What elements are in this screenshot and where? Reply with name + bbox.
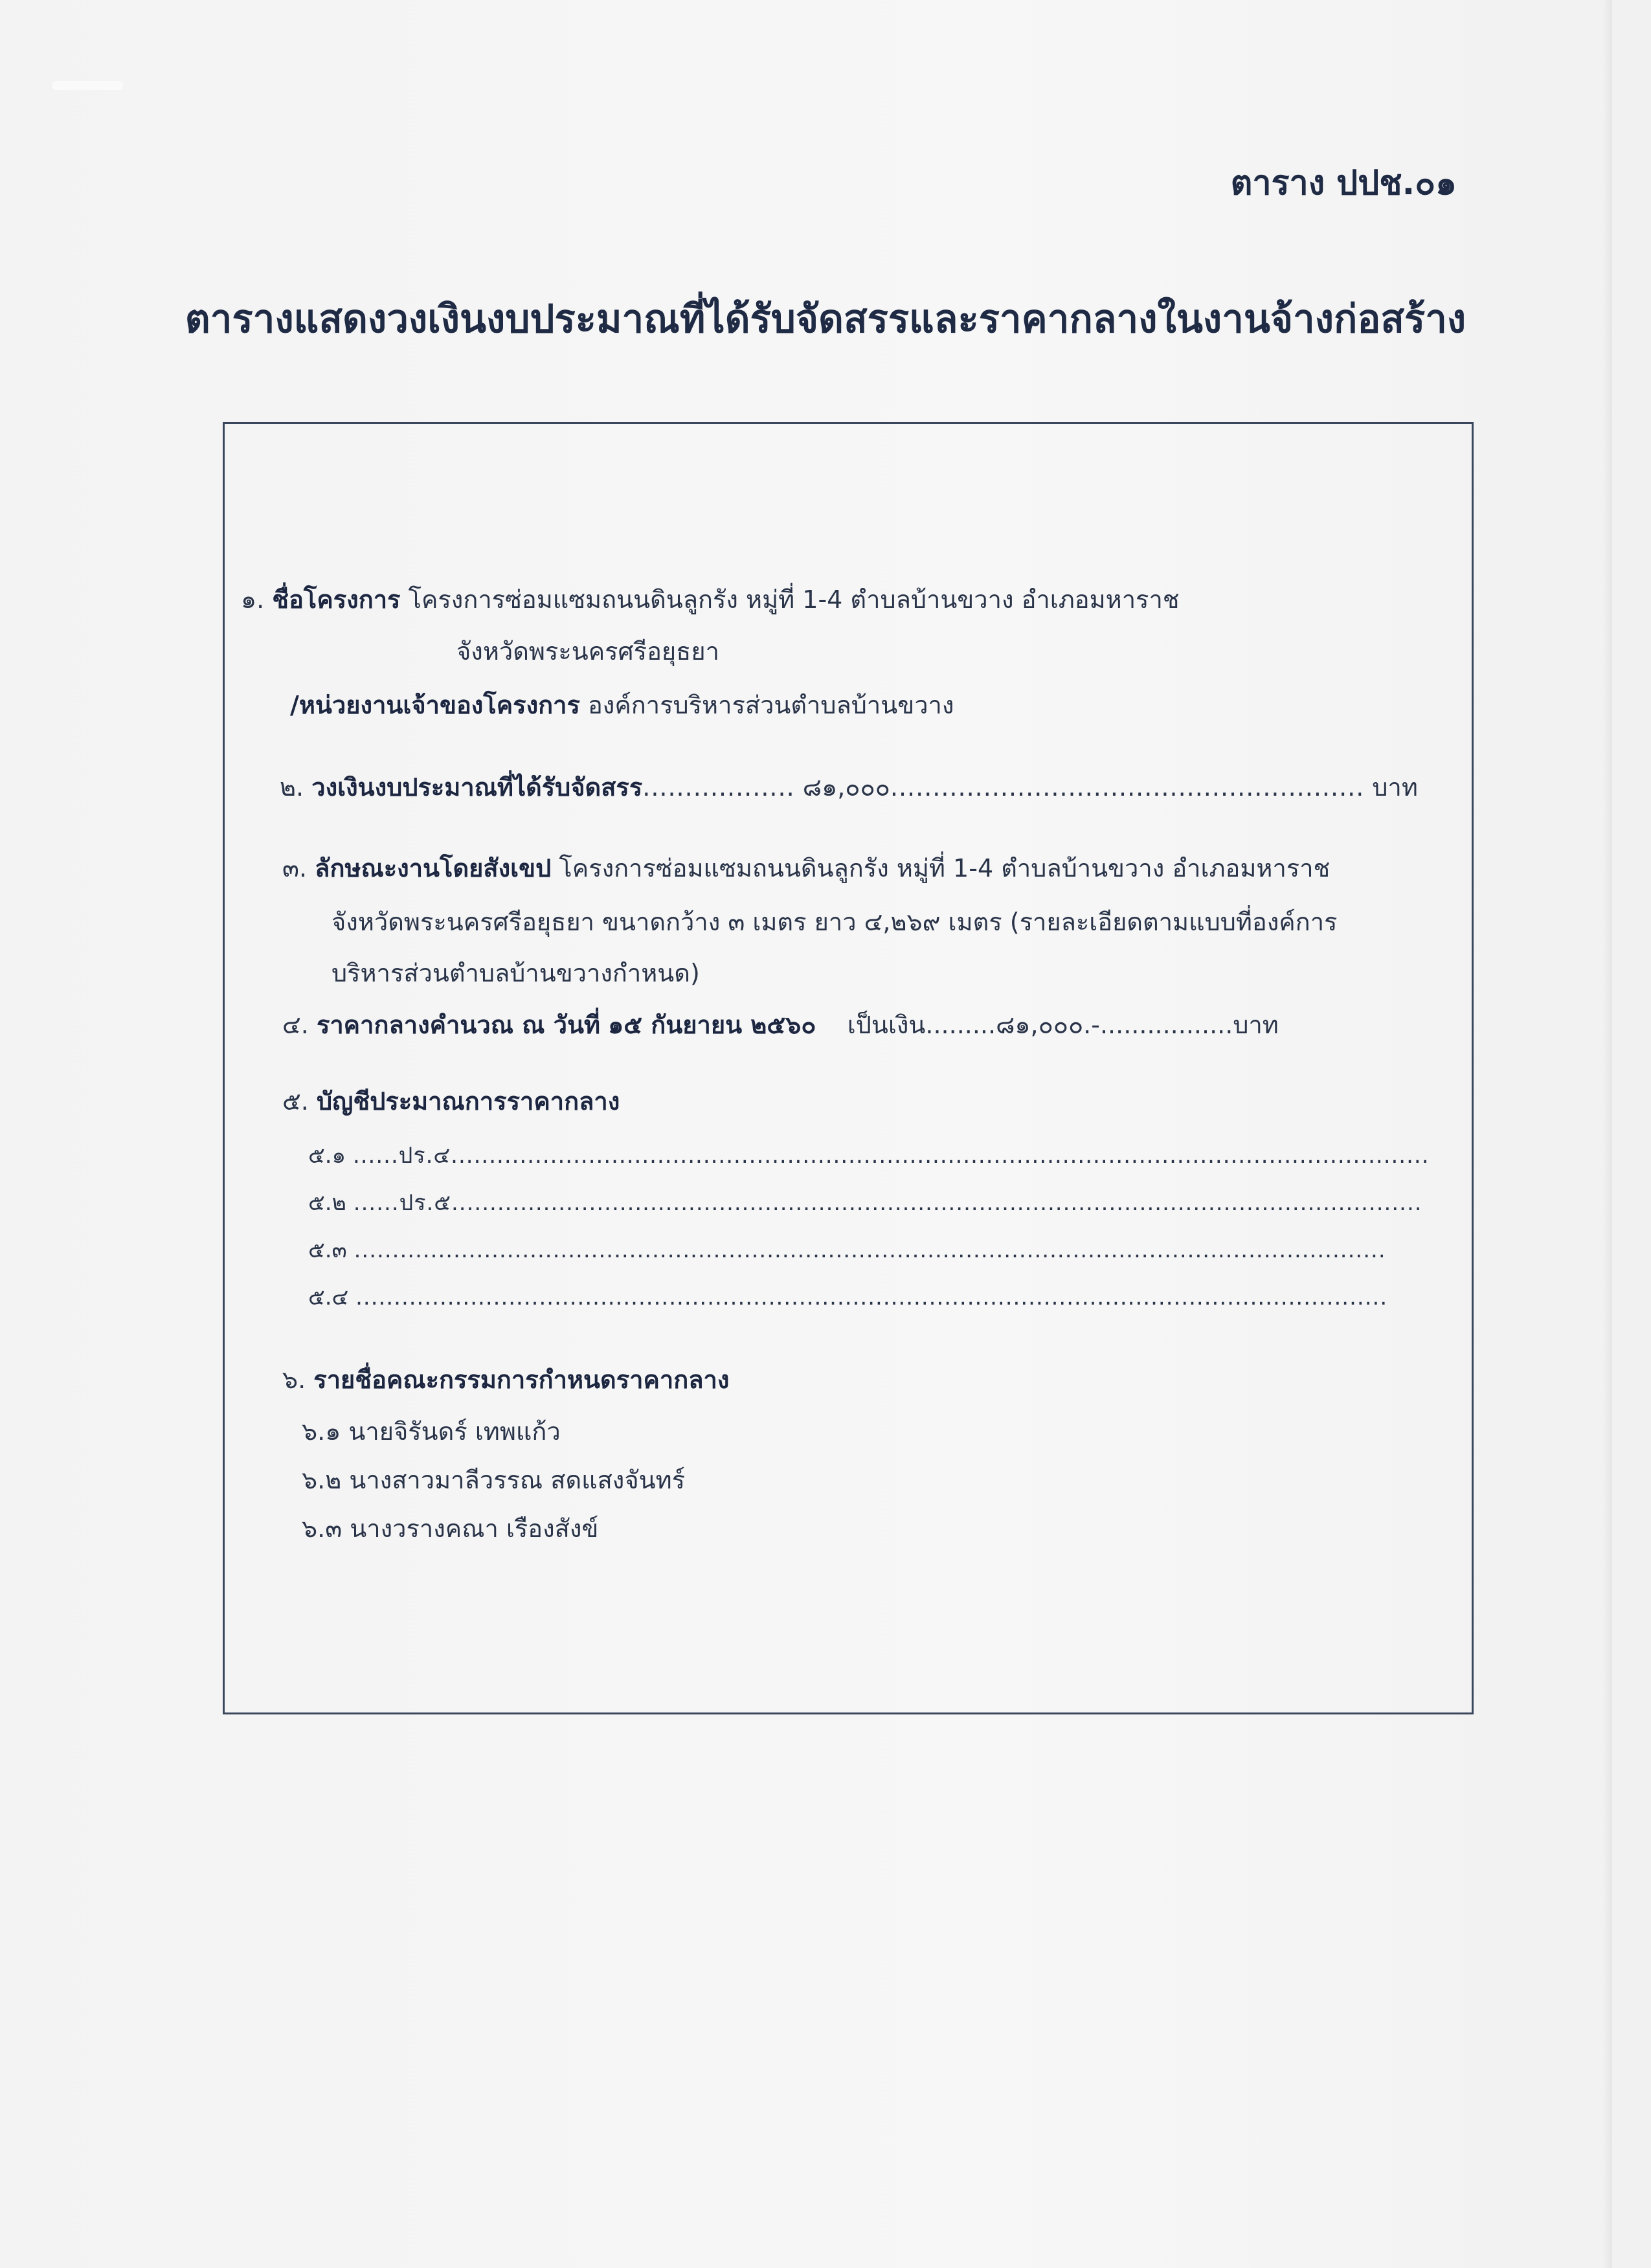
item2-dots-after: ........................................................ — [890, 773, 1365, 802]
item1-agency-line — [290, 685, 954, 724]
item5-row-number: ๕.๔ — [308, 1285, 349, 1310]
committee-member — [302, 1460, 685, 1499]
member-name: นายจิรันดร์ เทพแก้ว — [348, 1417, 561, 1446]
item5-row — [308, 1279, 1387, 1314]
item6-number: ๖. — [282, 1365, 306, 1394]
item3-text-line3: บริหารส่วนตำบลบ้านขวางกำหนด) — [331, 959, 700, 987]
item5-row-text: ......ปร.๕............................................................................................................................... — [353, 1190, 1422, 1216]
item5-row — [308, 1232, 1386, 1267]
item1-label: ชื่อโครงการ — [272, 585, 401, 614]
item2-unit: บาท — [1372, 773, 1418, 802]
item1-line — [241, 579, 1180, 619]
member-name: นางวรางคณา เรืองสังข์ — [350, 1514, 599, 1543]
form-code: ตาราง ปปช.๐๑ — [1230, 164, 1457, 203]
item5-row — [308, 1138, 1430, 1173]
item5-row-text: ....................................................................................................................................... — [355, 1285, 1388, 1310]
item3-line — [282, 848, 1330, 888]
item5-label: บัญชีประมาณการราคากลาง — [316, 1087, 620, 1116]
item2-dots-before: .................. — [642, 773, 795, 802]
member-number: ๖.๒ — [302, 1466, 342, 1494]
document-title: ตารางแสดงวงเงินงบประมาณที่ได้รับจัดสรรและราคากลางในงานจ้างก่อสร้าง — [185, 297, 1466, 342]
member-name: นางสาวมาลีวรรณ สดแสงจันทร์ — [349, 1466, 686, 1494]
item3-text-line1: โครงการซ่อมแซมถนนดินลูกรัง หมู่ที่ 1-4 ตำบลบ้านขวาง อำเภอมหาราช — [559, 854, 1331, 882]
item2-number: ๒. — [280, 773, 304, 802]
item2-amount: ๘๑,๐๐๐ — [802, 773, 890, 802]
committee-member — [302, 1509, 598, 1548]
item3-label: ลักษณะงานโดยสังเขป — [315, 854, 552, 882]
item5-row-number: ๕.๓ — [308, 1237, 347, 1263]
item4-line — [282, 1005, 1279, 1044]
item1-value: โครงการซ่อมแซมถนนดินลูกรัง หมู่ที่ 1-4 ตำบลบ้านขวาง อำเภอมหาราช — [408, 585, 1180, 614]
item4-date: ๑๕ กันยายน ๒๕๖๐ — [608, 1011, 816, 1039]
item5-row-number: ๕.๑ — [308, 1143, 346, 1169]
item1-value-line2: จังหวัดพระนครศรีอยุธยา — [456, 637, 719, 666]
item6-label: รายชื่อคณะกรรมการกำหนดราคากลาง — [313, 1365, 730, 1394]
item5-row-text: ....................................................................................................................................... — [354, 1237, 1386, 1263]
item4-unit: บาท — [1233, 1011, 1279, 1039]
item5-line — [282, 1081, 620, 1121]
item4-amount: .........๘๑,๐๐๐.-................. — [925, 1011, 1233, 1039]
item3-number: ๓. — [282, 854, 308, 882]
item1-number: ๑. — [241, 585, 265, 614]
member-number: ๖.๓ — [302, 1514, 343, 1543]
item5-row-number: ๕.๒ — [308, 1190, 346, 1216]
item5-row — [308, 1185, 1422, 1220]
item3-text-line2: จังหวัดพระนครศรีอยุธยา ขนาดกว้าง ๓ เมตร ยาว ๔,๒๖๙ เมตร (รายละเอียดตามแบบที่องค์การ — [331, 908, 1338, 936]
agency-value: องค์การบริหารส่วนตำบลบ้านขวาง — [587, 691, 954, 719]
item2-line — [280, 767, 1418, 807]
member-number: ๖.๑ — [302, 1417, 341, 1446]
item6-line — [282, 1360, 729, 1399]
item5-row-text: ......ปร.๔................................................................................................................................ — [352, 1143, 1430, 1169]
committee-member — [302, 1411, 561, 1451]
item4-label: ราคากลางคำนวณ ณ วันที่ — [316, 1011, 601, 1039]
item4-amount-label: เป็นเงิน — [847, 1011, 926, 1039]
scan-artifact — [52, 81, 123, 90]
item2-label: วงเงินงบประมาณที่ได้รับจัดสรร — [311, 773, 643, 802]
agency-label: /หน่วยงานเจ้าของโครงการ — [290, 691, 580, 719]
item5-number: ๕. — [282, 1087, 309, 1116]
item4-number: ๔. — [282, 1011, 309, 1039]
